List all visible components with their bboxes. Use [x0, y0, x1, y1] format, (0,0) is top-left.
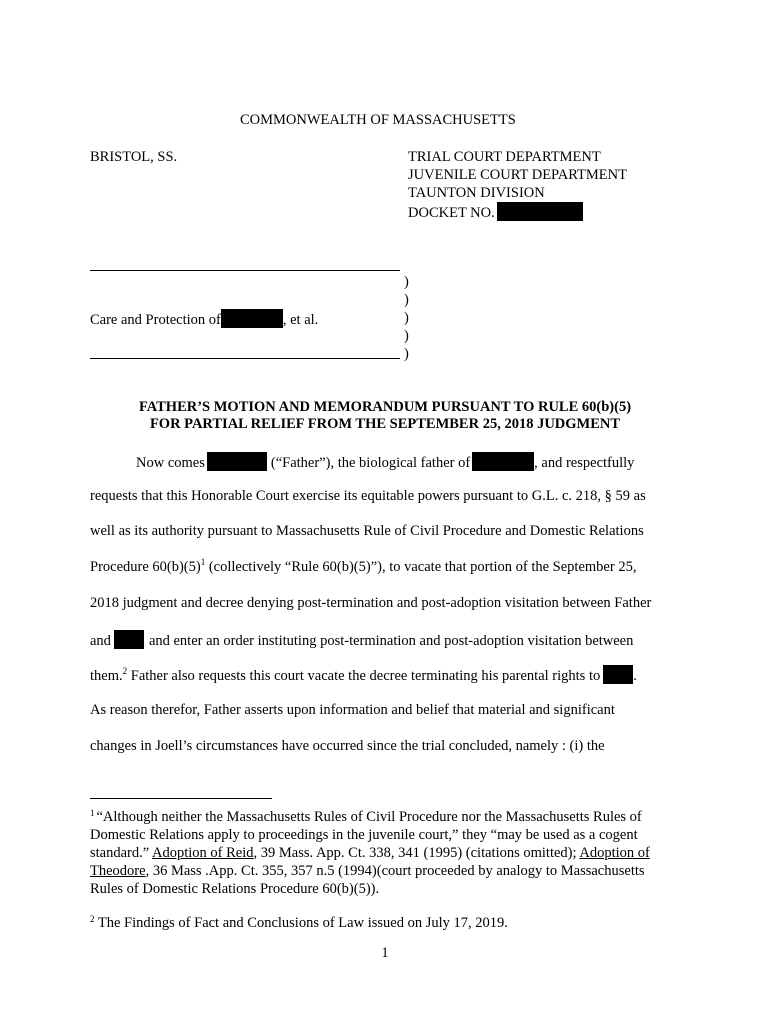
case-citation: Adoption of Reid: [152, 845, 254, 861]
docket-redaction: [497, 202, 583, 221]
body-text: Now comes: [136, 455, 205, 471]
footnote-2-number: 2: [90, 914, 95, 924]
body-text: (collectively “Rule 60(b)(5)”), to vacate that portion of the September 25,: [205, 559, 637, 575]
child-name-redaction: [472, 452, 534, 471]
footnote-ref-1: 1: [200, 557, 206, 567]
caption-rule-bottom: [90, 358, 400, 359]
body-line-8: As reason therefor, Father asserts upon information and belief that material and significant: [90, 702, 615, 718]
docket-label: DOCKET NO.: [408, 205, 495, 221]
docket-line: [408, 202, 583, 222]
body-line-1: [136, 452, 634, 472]
motion-title-line-2: FOR PARTIAL RELIEF FROM THE SEPTEMBER 25, 2018 JUDGMENT: [149, 416, 621, 432]
body-line-6: [90, 630, 633, 650]
body-line-9: changes in Joell’s circumstances have occurred since the trial concluded, namely : (i) the: [90, 738, 605, 754]
body-line-5: 2018 judgment and decree denying post-termination and post-adoption visitation between Father: [90, 595, 652, 611]
caption-rule-top: [90, 270, 400, 271]
case-prefix: Care and Protection of: [90, 312, 221, 328]
case-name-redaction: [221, 309, 283, 328]
caption-paren-1: ): [404, 274, 409, 290]
child-name-redaction: [114, 630, 144, 649]
commonwealth-heading: COMMONWEALTH OF MASSACHUSETTS: [240, 112, 516, 128]
caption-paren-3: ): [404, 310, 409, 326]
footnote-1-line-1: [90, 808, 642, 826]
footnote-text: The Findings of Fact and Conclusions of Law issued on July 17, 2019.: [94, 915, 508, 931]
footnote-1-line-2: Domestic Relations apply to proceedings in the juvenile court,” they “may be used as a cogent: [90, 827, 638, 843]
footnote-1-line-3: [90, 844, 650, 862]
footnote-1-line-4: [90, 862, 645, 880]
footnote-1-line-5: Rules of Domestic Relations Procedure 60(b)(5)).: [90, 881, 380, 897]
case-citation: Adoption of: [579, 845, 650, 861]
body-line-3: well as its authority pursuant to Massachusetts Rule of Civil Procedure and Domestic Relations: [90, 523, 644, 539]
footnote-ref-2: 2: [122, 666, 128, 676]
body-text: and enter an order instituting post-termination and post-adoption visitation between: [148, 633, 634, 649]
father-name-redaction: [207, 452, 267, 471]
body-text: Procedure 60(b)(5): [90, 559, 201, 575]
footnote-2: [90, 914, 508, 932]
body-text: , and respectfully: [534, 455, 635, 471]
child-name-redaction: [603, 665, 633, 684]
caption-paren-5: ): [404, 346, 409, 362]
body-text: and: [90, 633, 111, 649]
motion-title-line-1: FATHER’S MOTION AND MEMORANDUM PURSUANT TO RULE 60(b)(5): [138, 399, 632, 415]
body-text: (“Father”), the biological father of: [270, 455, 471, 471]
case-citation: Theodore: [90, 863, 146, 879]
body-text: them.: [90, 668, 123, 684]
body-text: .: [633, 668, 637, 684]
court-line-2: JUVENILE COURT DEPARTMENT: [408, 167, 627, 183]
footnote-separator: [90, 798, 272, 799]
case-suffix: , et al.: [282, 312, 319, 328]
footnote-1-number: 1: [90, 808, 95, 818]
caption-paren-2: ): [404, 292, 409, 308]
footnote-text: “Although neither the Massachusetts Rules of Civil Procedure nor the Massachusetts Rules of: [96, 809, 642, 825]
footnote-text: , 39 Mass. App. Ct. 338, 341 (1995) (citations omitted);: [253, 845, 580, 861]
body-text: Father also requests this court vacate the decree terminating his parental rights to: [127, 668, 601, 684]
body-line-7: [90, 665, 637, 685]
county-label: BRISTOL, SS.: [90, 149, 178, 165]
footnote-text: standard.”: [90, 845, 153, 861]
caption-paren-4: ): [404, 328, 409, 344]
body-line-2: requests that this Honorable Court exercise its equitable powers pursuant to G.L. c. 218, § 59 as: [90, 488, 646, 504]
case-name: [90, 309, 318, 329]
page-number: 1: [381, 945, 389, 961]
court-line-1: TRIAL COURT DEPARTMENT: [408, 149, 601, 165]
court-line-3: TAUNTON DIVISION: [408, 185, 545, 201]
footnote-text: , 36 Mass .App. Ct. 355, 357 n.5 (1994)(court proceeded by analogy to Massachusetts: [145, 863, 645, 879]
body-line-4: [90, 558, 636, 576]
